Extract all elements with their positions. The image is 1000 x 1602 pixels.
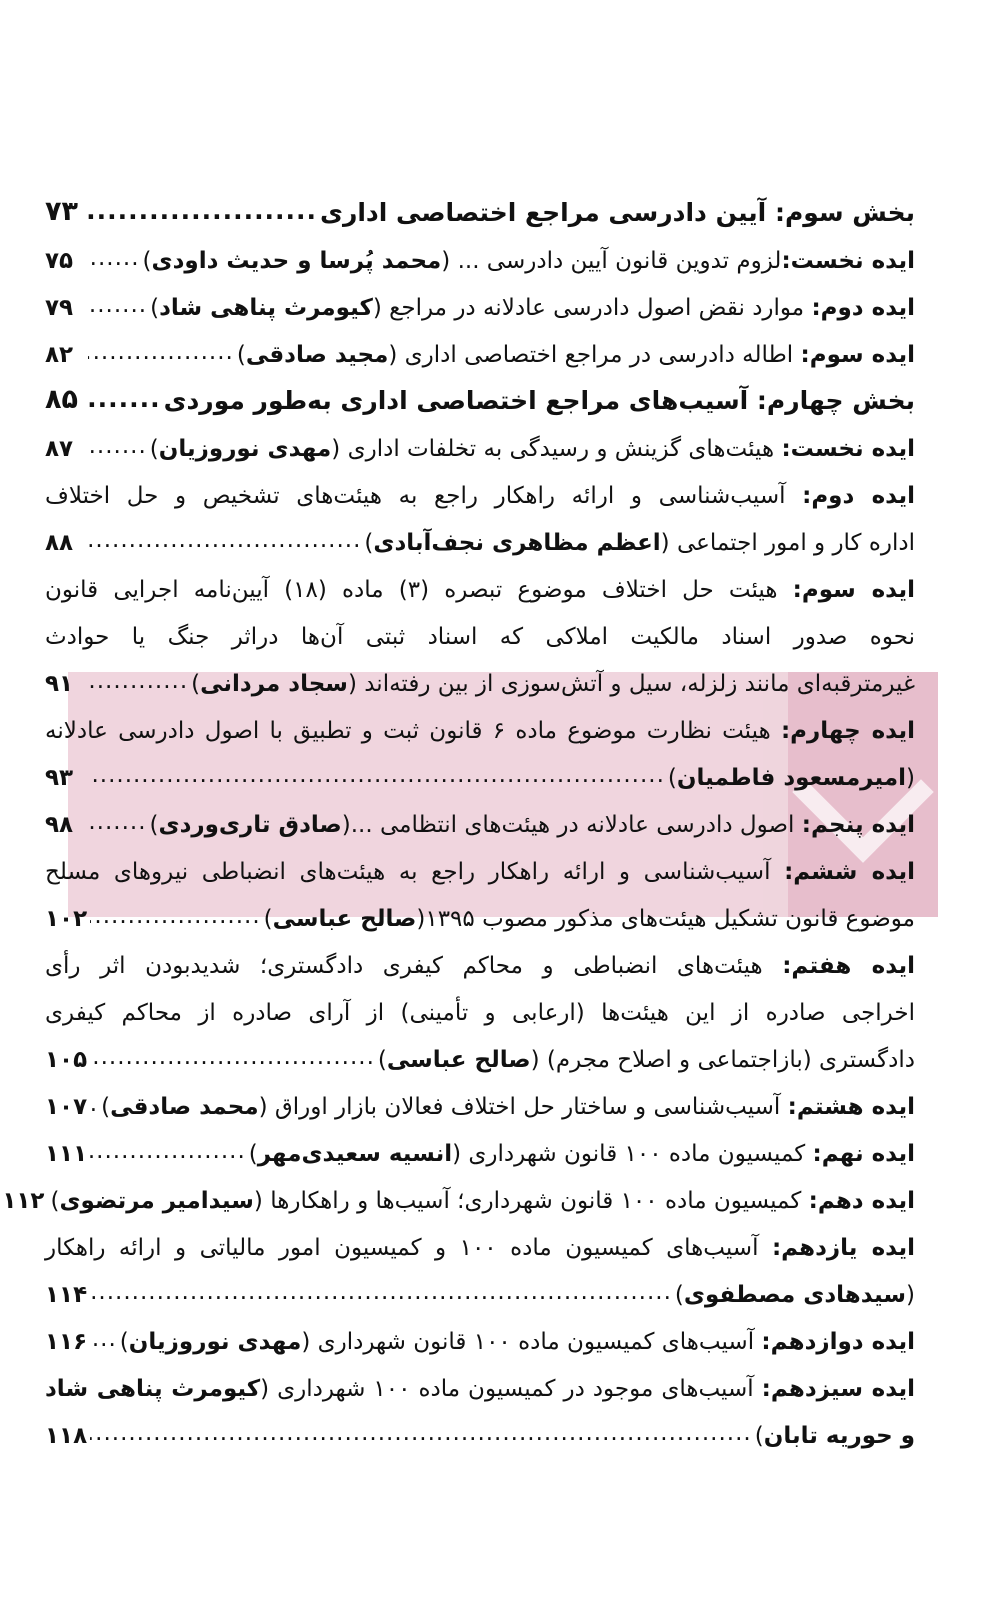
toc-line: [45, 1355, 915, 1402]
toc-entry-tail: ): [50, 1188, 60, 1214]
toc-entry-text: [378, 1047, 915, 1073]
dot-leader: [88, 384, 161, 415]
toc-entry-text: [45, 1000, 915, 1026]
dot-leader: [88, 339, 234, 368]
toc-entry-tail: ): [142, 248, 152, 274]
toc-entry-title: آسیب‌های مراجع اختصاصی اداری به‌طور موردی: [163, 386, 757, 415]
toc-entry-tail: ): [248, 1141, 258, 1167]
toc-line: [45, 1308, 915, 1355]
toc-section-line: [45, 368, 915, 415]
toc-entry-title: موضوع قانون تشکیل هیئت‌های مذکور مصوب ۱۳۹۵(: [416, 906, 915, 932]
toc-entry-author: مهدی نوروزیان: [158, 436, 332, 462]
toc-line: [45, 791, 915, 838]
toc-entry-title: آسیب‌شناسی و ارائه راهکار راجع به هیئت‌های تشخیص و حل اختلاف: [45, 483, 803, 509]
toc-entry-author: صالح عباسی: [386, 1047, 531, 1073]
toc-entry-tail: ): [101, 1094, 111, 1120]
toc-entry-author: صادق تاری‌وردی: [158, 812, 342, 838]
toc-line: [45, 556, 915, 603]
toc-entry-author: سیدهادی مصطفوی: [683, 1282, 907, 1308]
toc-line: [45, 1073, 915, 1120]
toc-entry-label: ایده ششم:: [784, 859, 915, 885]
toc-entry-title: اداره کار و امور اجتماعی (: [660, 530, 915, 556]
toc-entry-text: [150, 295, 915, 321]
dot-leader: [88, 668, 188, 697]
page-number: ۸۲: [45, 342, 74, 368]
toc-entry-text: [45, 953, 915, 979]
toc-entry-text: [45, 577, 915, 603]
page-number: ۸۸: [45, 530, 74, 556]
toc-entry-author: و حوریه تابان: [763, 1423, 915, 1449]
page-number: ۱۰۷: [45, 1094, 88, 1120]
toc-line: [45, 274, 915, 321]
dot-leader: [88, 196, 317, 227]
dot-leader: [88, 433, 147, 462]
dot-leader: [90, 1420, 752, 1449]
toc-entry-text: [45, 1376, 915, 1402]
page-number: ۹۱: [45, 671, 74, 697]
toc-line: [45, 321, 915, 368]
toc-entry-tail: ): [754, 1423, 764, 1449]
toc-entry-author: سجاد مردانی: [200, 671, 348, 697]
toc-entry-tail: ): [364, 530, 374, 556]
toc-entry-title: نحوه صدور اسناد مالکیت املاکی که اسناد ثبتی آن‌ها دراثر جنگ یا حوادث: [45, 624, 915, 650]
toc-entry-title: هیئت‌های گزینش و رسیدگی به تخلفات اداری (: [331, 436, 782, 462]
toc-entry-tail: ): [191, 671, 201, 697]
page-number: ۹۸: [45, 812, 74, 838]
toc-line: [2, 1167, 915, 1214]
toc-entry-label: ایده دوازدهم:: [761, 1329, 915, 1355]
toc-entry-title: (: [906, 1282, 915, 1308]
toc-entry-text: [191, 671, 915, 697]
page-number: ۱۰۲: [45, 906, 88, 932]
page-number: ۷۹: [45, 295, 74, 321]
toc-entry-tail: ): [674, 1282, 684, 1308]
toc-line: [45, 697, 915, 744]
toc-line: [45, 1402, 915, 1449]
toc-entry-title: اخراجی صادره از این هیئت‌ها (ارعابی و تأمینی) از آرای صادره از محاکم کیفری: [45, 1000, 915, 1026]
toc-entry-author: امیرمسعود فاطمیان: [676, 765, 907, 791]
toc-entry-author: مجید صادقی: [245, 342, 389, 368]
toc-entry-author: کیومرث پناهی شاد: [45, 1376, 261, 1402]
toc-entry-text: [164, 386, 915, 415]
toc-entry-tail: ): [377, 1047, 387, 1073]
dot-leader: [90, 1091, 98, 1120]
toc-entry-label: ایده پنجم:: [801, 812, 915, 838]
page-number: ۱۱۸: [45, 1423, 88, 1449]
toc-entry-label: ایده نخست:: [781, 248, 915, 274]
dot-leader: [88, 245, 140, 274]
toc-entry-tail: ): [150, 295, 160, 321]
toc-entry-title: اصول دادرسی عادلانه در هیئت‌های انتظامی ...(: [341, 812, 802, 838]
toc-entry-title: موارد نقض اصول دادرسی عادلانه در مراجع (: [372, 295, 812, 321]
toc-entry-author: سیدامیر مرتضوی: [59, 1188, 254, 1214]
toc-line: [45, 415, 915, 462]
toc-entry-author: مهدی نوروزیان: [128, 1329, 302, 1355]
toc-entry-label: ایده دوم:: [811, 295, 915, 321]
toc-entry-title: آسیب‌های کمیسیون ماده ۱۰۰ قانون شهرداری (: [301, 1329, 762, 1355]
toc-entry-label: بخش چهارم:: [756, 386, 915, 415]
page-number: ۱۱۱: [45, 1141, 88, 1167]
page-number: ۹۳: [45, 765, 74, 791]
toc-line: [45, 509, 915, 556]
toc-entry-text: [249, 1141, 915, 1167]
toc-entry-text: [755, 1423, 915, 1449]
toc-entry-author: صالح عباسی: [272, 906, 417, 932]
toc-line: [45, 744, 915, 791]
toc-entry-text: [50, 1188, 915, 1214]
page-number: ۸۵: [45, 384, 78, 415]
toc-entry-title: کمیسیون ماده ۱۰۰ قانون شهرداری؛ آسیب‌ها و راهکارها (: [253, 1188, 809, 1214]
toc-entry-label: ایده یازدهم:: [771, 1235, 915, 1261]
toc-entry-tail: ): [149, 436, 159, 462]
toc-entry-text: [120, 1329, 915, 1355]
toc-entry-label: ایده نهم:: [812, 1141, 915, 1167]
toc-entry-title: آسیب‌شناسی و ساختار حل اختلاف فعالان بازار اوراق (: [258, 1094, 788, 1120]
toc-entry-label: ایده دهم:: [808, 1188, 915, 1214]
toc-entry-text: [150, 812, 916, 838]
dot-leader: [88, 292, 147, 321]
toc-line: [45, 227, 915, 274]
toc-entry-text: [45, 859, 915, 885]
toc-entry-label: ایده هفتم:: [782, 953, 916, 979]
toc-entry-author: کیومرث پناهی شاد: [159, 295, 373, 321]
toc-entry-title: دادگستری (بازاجتماعی و اصلاح مجرم) (: [530, 1047, 915, 1073]
dot-leader: [90, 1279, 672, 1308]
toc-section-line: [45, 180, 915, 227]
toc-entry-text: [668, 765, 915, 791]
toc-line: [45, 932, 915, 979]
toc-entry-tail: ): [119, 1329, 129, 1355]
toc-line: [45, 650, 915, 697]
toc-line: [45, 1214, 915, 1261]
toc-entry-label: ایده دوم:: [802, 483, 915, 509]
page-number: ۱۰۵: [45, 1047, 88, 1073]
toc-line: [45, 603, 915, 650]
table-of-contents: [2, 180, 916, 1449]
toc-line: [45, 885, 915, 932]
toc-entry-title: اطاله دادرسی در مراجع اختصاصی اداری (: [388, 342, 801, 368]
page-number: ۱۱۶: [45, 1329, 88, 1355]
toc-entry-title: آسیب‌های موجود در کمیسیون ماده ۱۰۰ شهرداری (: [260, 1376, 762, 1402]
toc-entry-title: هیئت حل اختلاف موضوع تبصره (۳) ماده (۱۸) آیین‌نامه اجرایی قانون: [45, 577, 793, 603]
toc-entry-text: [45, 624, 915, 650]
toc-entry-label: ایده سوم:: [800, 342, 915, 368]
page-number: ۸۷: [45, 436, 74, 462]
toc-line: [45, 462, 915, 509]
page-number: ۱۱۴: [45, 1282, 88, 1308]
toc-entry-text: [143, 248, 915, 274]
toc-entry-label: ایده سوم:: [792, 577, 915, 603]
toc-entry-author: محمد صادقی: [110, 1094, 259, 1120]
toc-line: [45, 1120, 915, 1167]
dot-leader: [90, 903, 261, 932]
dot-leader: [90, 1138, 246, 1167]
toc-line: [45, 1026, 915, 1073]
dot-leader: [88, 809, 147, 838]
toc-entry-tail: ): [667, 765, 677, 791]
page-number: ۱۱۲: [2, 1188, 45, 1214]
toc-entry-text: [364, 530, 915, 556]
toc-entry-text: [675, 1282, 915, 1308]
toc-entry-tail: ): [236, 342, 246, 368]
toc-entry-title: هیئت نظارت موضوع ماده ۶ قانون ثبت و تطبیق با اصول دادرسی عادلانه: [45, 718, 781, 744]
page-number: ۷۳: [45, 196, 78, 227]
toc-entry-text: [237, 342, 915, 368]
toc-entry-title: آسیب‌های کمیسیون ماده ۱۰۰ و کمیسیون امور مالیاتی و ارائه راهکار: [45, 1235, 772, 1261]
toc-entry-text: [101, 1094, 915, 1120]
dot-leader: [90, 1044, 375, 1073]
toc-entry-label: ایده سیزدهم:: [761, 1376, 916, 1402]
toc-entry-title: لزوم تدوین قانون آیین دادرسی ... (: [441, 248, 782, 274]
toc-entry-text: [150, 436, 915, 462]
toc-entry-title: آسیب‌شناسی و ارائه راهکار راجع به هیئت‌های انضباطی نیروهای مسلح: [45, 859, 785, 885]
toc-entry-tail: ): [149, 812, 159, 838]
dot-leader: [90, 1326, 117, 1355]
toc-entry-title: غیرمترقبه‌ای مانند زلزله، سیل و آتش‌سوزی از بین رفته‌اند (: [347, 671, 915, 697]
toc-line: [45, 1261, 915, 1308]
toc-entry-title: آیین دادرسی مراجع اختصاصی اداری: [320, 198, 775, 227]
toc-entry-title: کمیسیون ماده ۱۰۰ قانون شهرداری (: [452, 1141, 813, 1167]
page-number: ۷۵: [45, 248, 74, 274]
toc-entry-author: اعظم مظاهری نجف‌آبادی: [373, 530, 661, 556]
dot-leader: [88, 762, 665, 791]
toc-line: [45, 838, 915, 885]
toc-entry-tail: ): [263, 906, 273, 932]
toc-entry-author: محمد پُرسا و حدیث داودی: [151, 248, 442, 274]
toc-entry-text: [45, 718, 915, 744]
toc-entry-label: بخش سوم:: [774, 198, 915, 227]
toc-entry-text: [320, 198, 915, 227]
toc-entry-text: [45, 1235, 915, 1261]
toc-entry-label: ایده چهارم:: [780, 718, 915, 744]
toc-entry-title: هیئت‌های انضباطی و محاکم کیفری دادگستری؛ شدیدبودن اثر رأی: [45, 953, 783, 979]
toc-entry-label: ایده نخست:: [781, 436, 915, 462]
toc-entry-text: [45, 483, 915, 509]
toc-entry-author: انسیه سعیدی‌مهر: [257, 1141, 453, 1167]
toc-entry-label: ایده هشتم:: [787, 1094, 915, 1120]
toc-line: [45, 979, 915, 1026]
toc-entry-text: [264, 906, 915, 932]
dot-leader: [88, 527, 361, 556]
toc-entry-title: (: [906, 765, 915, 791]
